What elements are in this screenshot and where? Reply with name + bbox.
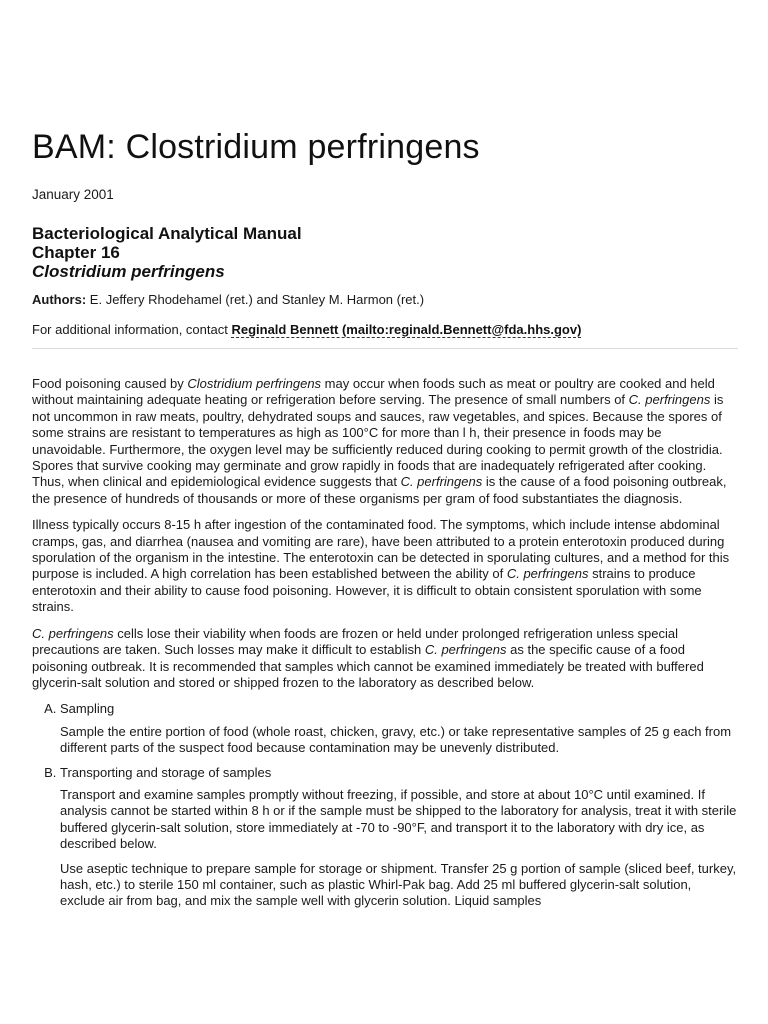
chapter-number: Chapter 16 — [32, 243, 120, 262]
list-item-sampling — [60, 701, 738, 756]
list-item-title: B. Transporting and storage of samples — [60, 764, 272, 780]
contact-line — [32, 322, 581, 337]
text-run: strains to produce enterotoxin and their ability to cause food poisoning. However, it is difficult to obtain consistent sporulation with some strains. — [32, 566, 702, 615]
organism-name: C. perfringens — [628, 392, 711, 408]
manual-name: Bacteriological Analytical Manual — [32, 224, 302, 243]
authors-line — [32, 292, 424, 307]
contact-email-link[interactable]: Reginald Bennett (mailto:reginald.Bennett@fda.hhs.gov) — [231, 322, 582, 337]
organism-name: C. perfringens — [424, 642, 507, 658]
text-run: cells lose their viability when foods are frozen or held under prolonged refrigeration unless special precautions are taken. Such losses may make it difficult to establish — [32, 625, 679, 658]
publication-date: January 2001 — [32, 187, 114, 202]
intro-paragraph — [32, 376, 738, 507]
list-item-paragraph: Sample the entire portion of food (whole roast, chicken, gravy, etc.) or take representative samples of 25 g each from different parts of the suspect food because contamination may be unevenly distributed. — [60, 723, 732, 756]
authors-names: E. Jeffery Rhodehamel (ret.) and Stanley M. Harmon (ret.) — [89, 292, 425, 307]
list-item-title: A. Sampling — [60, 701, 115, 717]
text-run: Food poisoning caused by — [32, 376, 188, 391]
illness-paragraph — [32, 517, 738, 615]
contact-prefix: For additional information, contact — [32, 322, 228, 337]
organism-name: C. perfringens — [506, 566, 589, 582]
organism-name: Clostridium perfringens — [187, 376, 322, 391]
text-run: may occur when foods such as meat or poultry are cooked and held without maintaining adequate heating or refrigeration before serving. The presence of small numbers of — [32, 376, 715, 408]
text-run: is the cause of a food poisoning outbreak, the presence of hundreds of thousands or more of these organisms per gram of food substantiates the diagnosis. — [32, 474, 727, 506]
list-item-paragraph: Transport and examine samples promptly without freezing, if possible, and store at about 10°C until examined. If analysis cannot be started within 8 h or if the sample must be shipped to the laboratory for analysis, treat it with sterile buffered glycerin-salt solution, store immediately at -70 to -90°F, and transport it to the laboratory with dry ice, as described below. — [60, 786, 737, 852]
text-run: is not uncommon in raw meats, poultry, dehydrated soups and sauces, raw vegetables, and spices. Because the spores of some strains are resistant to temperatures as high as 100°C for more than l h, their presence in foods may be unavoidable. Furthermore, the oxygen level may be sufficiently reduced during cooking to permit growth of the clostridia. Spores that survive cooking may germinate and grow rapidly in foods that are inadequately refrigerated after cooking. Thus, when clinical and epidemiological evidence suggests that — [32, 392, 724, 490]
viability-paragraph — [32, 626, 738, 692]
list-item-paragraph: Use aseptic technique to prepare sample for storage or shipment. Transfer 25 g portion of sample (sliced beef, turkey, hash, etc.) to sterile 150 ml container, such as plastic Whirl-Pak bag. Add 25 ml buffered glycerin-salt solution, exclude air from bag, and mix the sample well with glycerin solution. Liquid samples — [60, 860, 737, 909]
list-item-transport — [60, 765, 738, 910]
text-run: Illness typically occurs 8-15 h after ingestion of the contaminated food. The symptoms, which include intense abdominal cramps, gas, and diarrhea (nausea and vomiting are rare), have been attributed to a protein enterotoxin produced during sporulation of the organism in the intestine. The enterotoxin can be detected in sporulating cultures, and a method for this purpose is included. A high correlation has been established between the ability of — [32, 517, 730, 582]
chapter-organism: Clostridium perfringens — [32, 262, 225, 281]
organism-name: C. perfringens — [32, 625, 114, 641]
page-title: BAM: Clostridium perfringens — [32, 128, 480, 166]
chapter-heading — [32, 224, 302, 281]
procedure-list — [32, 701, 738, 909]
article-body — [32, 376, 738, 918]
section-divider — [32, 348, 738, 349]
organism-name: C. perfringens — [400, 474, 483, 490]
text-run: as the specific cause of a food poisoning outbreak. It is recommended that samples which cannot be examined immediately be treated with buffered glycerin-salt solution and stored or shipped frozen to the laboratory as described below. — [32, 642, 704, 690]
authors-label: Authors: — [32, 292, 87, 307]
